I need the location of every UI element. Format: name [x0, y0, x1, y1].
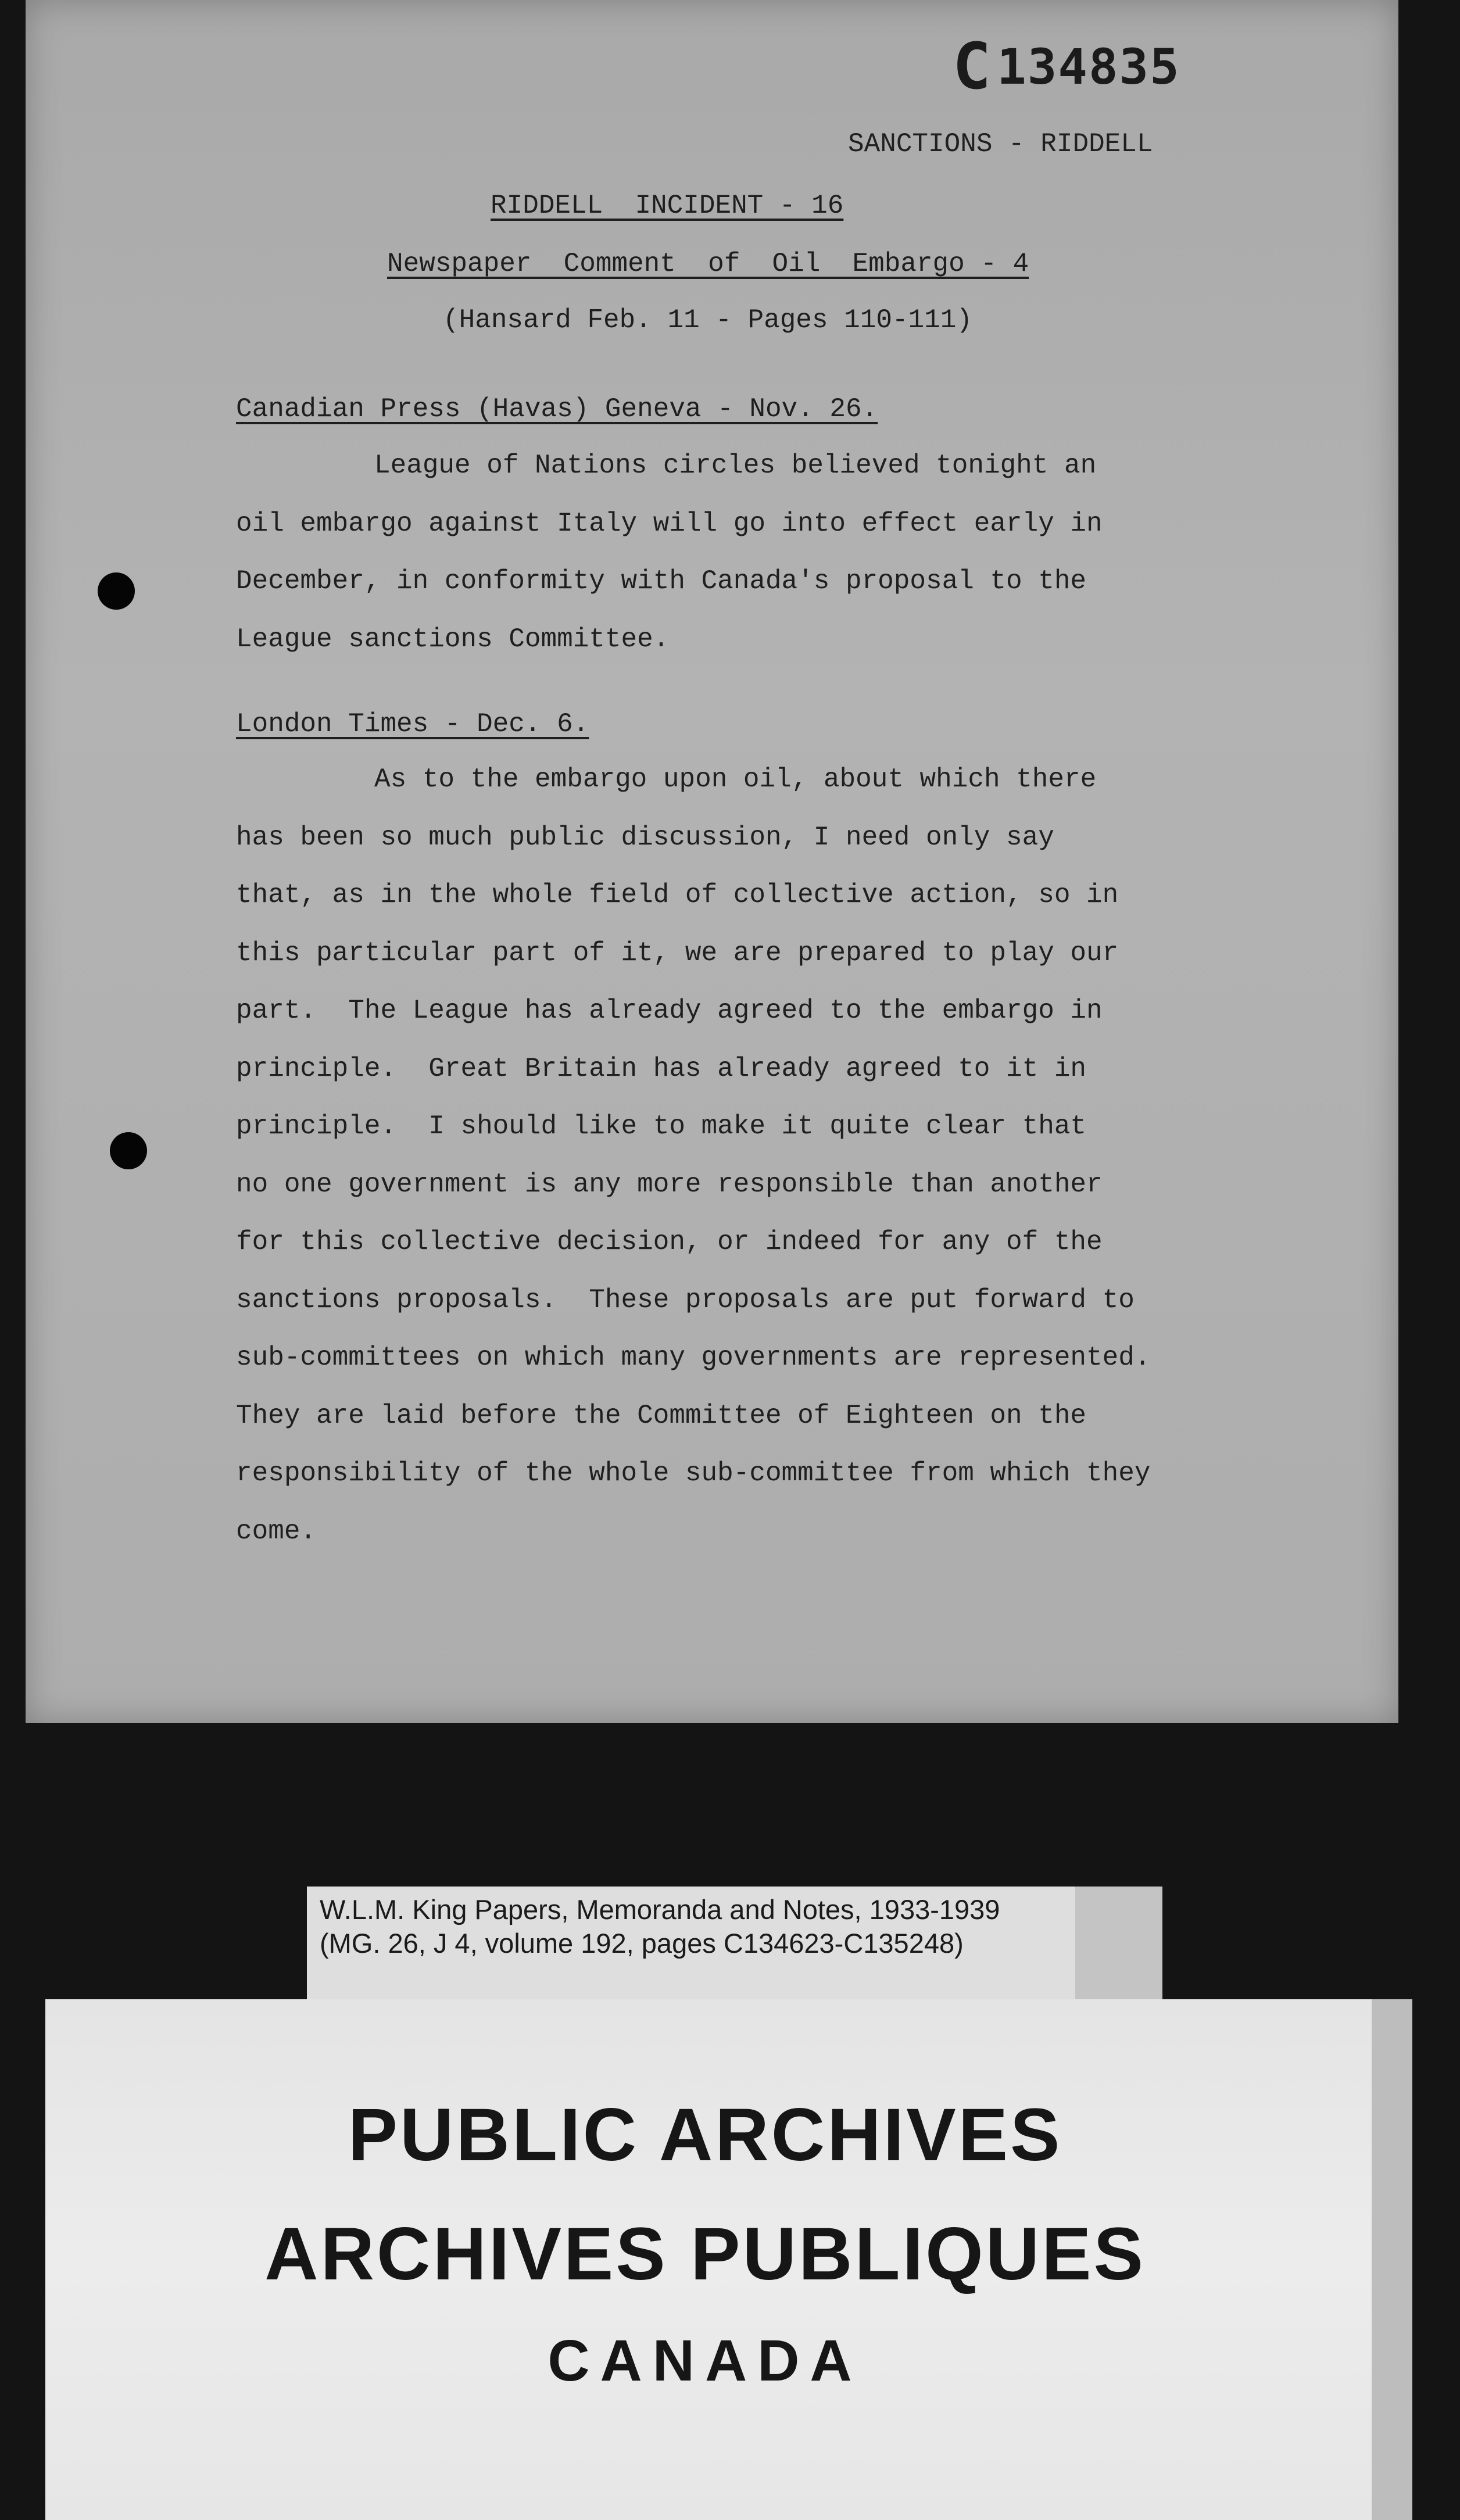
punch-hole [110, 1132, 147, 1169]
section-body-london-times [236, 751, 1317, 1560]
text-line: part. The League has already agreed to the embargo in [236, 996, 1103, 1026]
text-line: this particular part of it, we are prepared to play our [236, 937, 1119, 968]
heading-hansard-reference: (Hansard Feb. 11 - Pages 110-111) [443, 305, 972, 335]
text-line: principle. I should like to make it quite clear that [236, 1111, 1087, 1141]
reference-line-1: W.L.M. King Papers, Memoranda and Notes, 1933-1939 [320, 1894, 1000, 1925]
text-line: has been so much public discussion, I need only say [236, 822, 1054, 853]
file-label: SANCTIONS - RIDDELL [848, 129, 1153, 159]
document-number-stamp [953, 29, 1180, 103]
archive-card [45, 1999, 1412, 2520]
heading-incident: RIDDELL INCIDENT - 16 [491, 191, 844, 221]
section-title-london-times: London Times - Dec. 6. [236, 709, 589, 739]
text-line: December, in conformity with Canada's proposal to the [236, 566, 1087, 596]
text-line: As to the embargo upon oil, about which there [374, 764, 1097, 794]
text-line: sub-committees on which many governments are represented. [236, 1343, 1151, 1373]
text-line: League of Nations circles believed tonight an [374, 450, 1097, 481]
heading-newspaper-comment: Newspaper Comment of Oil Embargo - 4 [387, 249, 1029, 279]
reference-line-2: (MG. 26, J 4, volume 192, pages C134623-C135248) [320, 1928, 964, 1959]
card-edge [1372, 1999, 1412, 2520]
section-title-canadian-press: Canadian Press (Havas) Geneva - Nov. 26. [236, 394, 878, 424]
section-body-canadian-press [236, 437, 1317, 668]
text-line: come. [236, 1516, 317, 1547]
punch-hole [98, 572, 135, 610]
text-line: They are laid before the Committee of Eighteen on the [236, 1400, 1087, 1431]
text-line: that, as in the whole field of collective action, so in [236, 880, 1119, 910]
archive-line-french: ARCHIVES PUBLIQUES [264, 2213, 1146, 2296]
text-line: oil embargo against Italy will go into effect early in [236, 508, 1103, 539]
text-line: for this collective decision, or indeed for any of the [236, 1227, 1103, 1257]
stamp-number: 134835 [997, 38, 1180, 95]
text-line: sanctions proposals. These proposals are put forward to [236, 1284, 1135, 1315]
archive-line-country: CANADA [548, 2328, 863, 2393]
reference-strip [307, 1887, 1162, 2002]
text-line: League sanctions Committee. [236, 624, 670, 654]
text-line: no one government is any more responsible than another [236, 1169, 1103, 1200]
strip-tab [1075, 1887, 1162, 2002]
archive-line-english: PUBLIC ARCHIVES [348, 2093, 1062, 2177]
stamp-letter: C [953, 29, 993, 103]
text-line: principle. Great Britain has already agreed to it in [236, 1053, 1087, 1084]
document-page [26, 0, 1398, 1723]
text-line: responsibility of the whole sub-committee from which they [236, 1458, 1151, 1488]
